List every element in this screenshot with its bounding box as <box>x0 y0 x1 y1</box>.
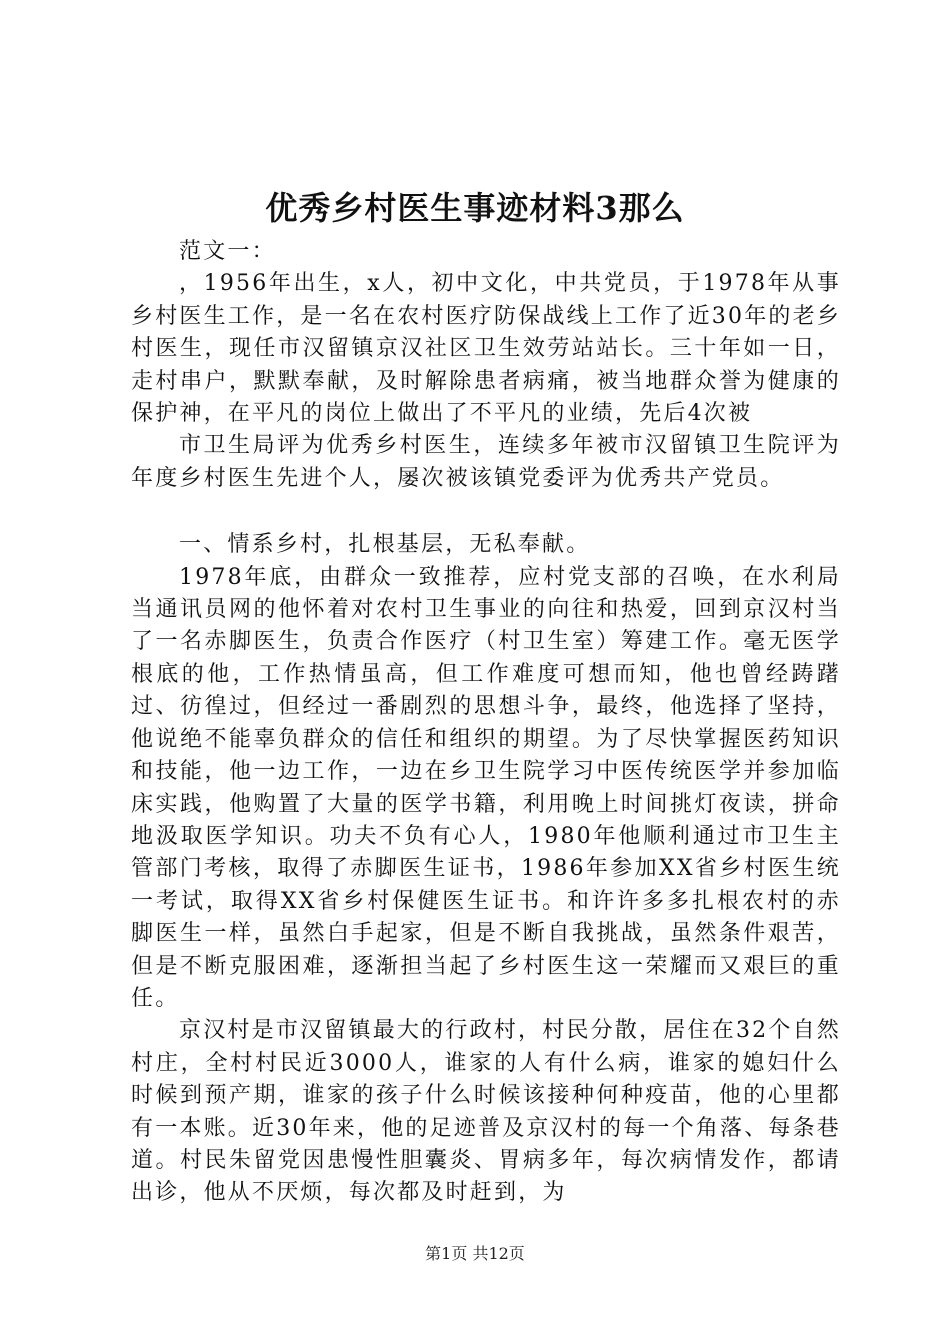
paragraph-village: 京汉村是市汉留镇最大的行政村，村民分散，居住在32个自然村庄，全村村民近3000人，谁家的人有什么病，谁家的媳妇什么时候到预产期，谁家的孩子什么时候该接种何种疫苗，他的心里都有一本账。近30年来，他的足迹普及京汉村的每一个角落、每条巷道。村民朱留党因患慢性胆囊炎、胃病多年，每次病情发作，都请出诊，他从不厌烦，每次都及时赶到，为 <box>131 1018 841 1206</box>
document-title: 优秀乡村医生事迹材料3那么 <box>265 189 685 227</box>
paragraph-intro: ，1956年出生，x人，初中文化，中共党员，于1978年从事乡村医生工作，是一名在农村医疗防保战线上工作了近30年的老乡村医生，现任市汉留镇京汉社区卫生效劳站站长。三十年如一日，走村串户，默默奉献，及时解除患者病痛，被当地群众誉为健康的保护神，在平凡的岗位上做出了不平凡的业绩，先后4次被 <box>131 271 841 427</box>
paragraph-history: 1978年底，由群众一致推荐，应村党支部的召唤，在水利局当通讯员网的他怀着对农村卫生事业的向往和热爱，回到京汉村当了一名赤脚医生，负责合作医疗（村卫生室）筹建工作。毫无医学根底的他，工作热情虽高，但工作难度可想而知，他也曾经踌躇过、彷徨过，但经过一番剧烈的思想斗争，最终，他选择了坚持，他说绝不能辜负群众的信任和组织的期望。为了尽快掌握医药知识和技能，他一边工作，一边在乡卫生院学习中医传统医学并参加临床实践，他购置了大量的医学书籍，利用晚上时间挑灯夜读，拼命地汲取医学知识。功夫不负有心人，1980年他顺利通过市卫生主管部门考核，取得了赤脚医生证书，1986年参加XX省乡村医生统一考试，取得XX省乡村保健医生证书。和许许多多扎根农村的赤脚医生一样，虽然白手起家，但是不断自我挑战，虽然条件艰苦，但是不断克服困难，逐渐担当起了乡村医生这一荣耀而又艰巨的重任。 <box>131 564 841 1011</box>
paragraph-sample-label: 范文一： <box>179 239 276 264</box>
page-footer: 第1页 共12页 <box>425 1244 525 1263</box>
paragraph-spacer <box>131 495 841 529</box>
section-heading-1: 一、情系乡村，扎根基层，无私奉献。 <box>179 532 591 558</box>
paragraph-honors: 市卫生局评为优秀乡村医生，连续多年被市汉留镇卫生院评为年度乡村医生先进个人，屡次被该镇党委评为优秀共产党员。 <box>131 433 841 491</box>
document-body <box>131 236 841 1210</box>
